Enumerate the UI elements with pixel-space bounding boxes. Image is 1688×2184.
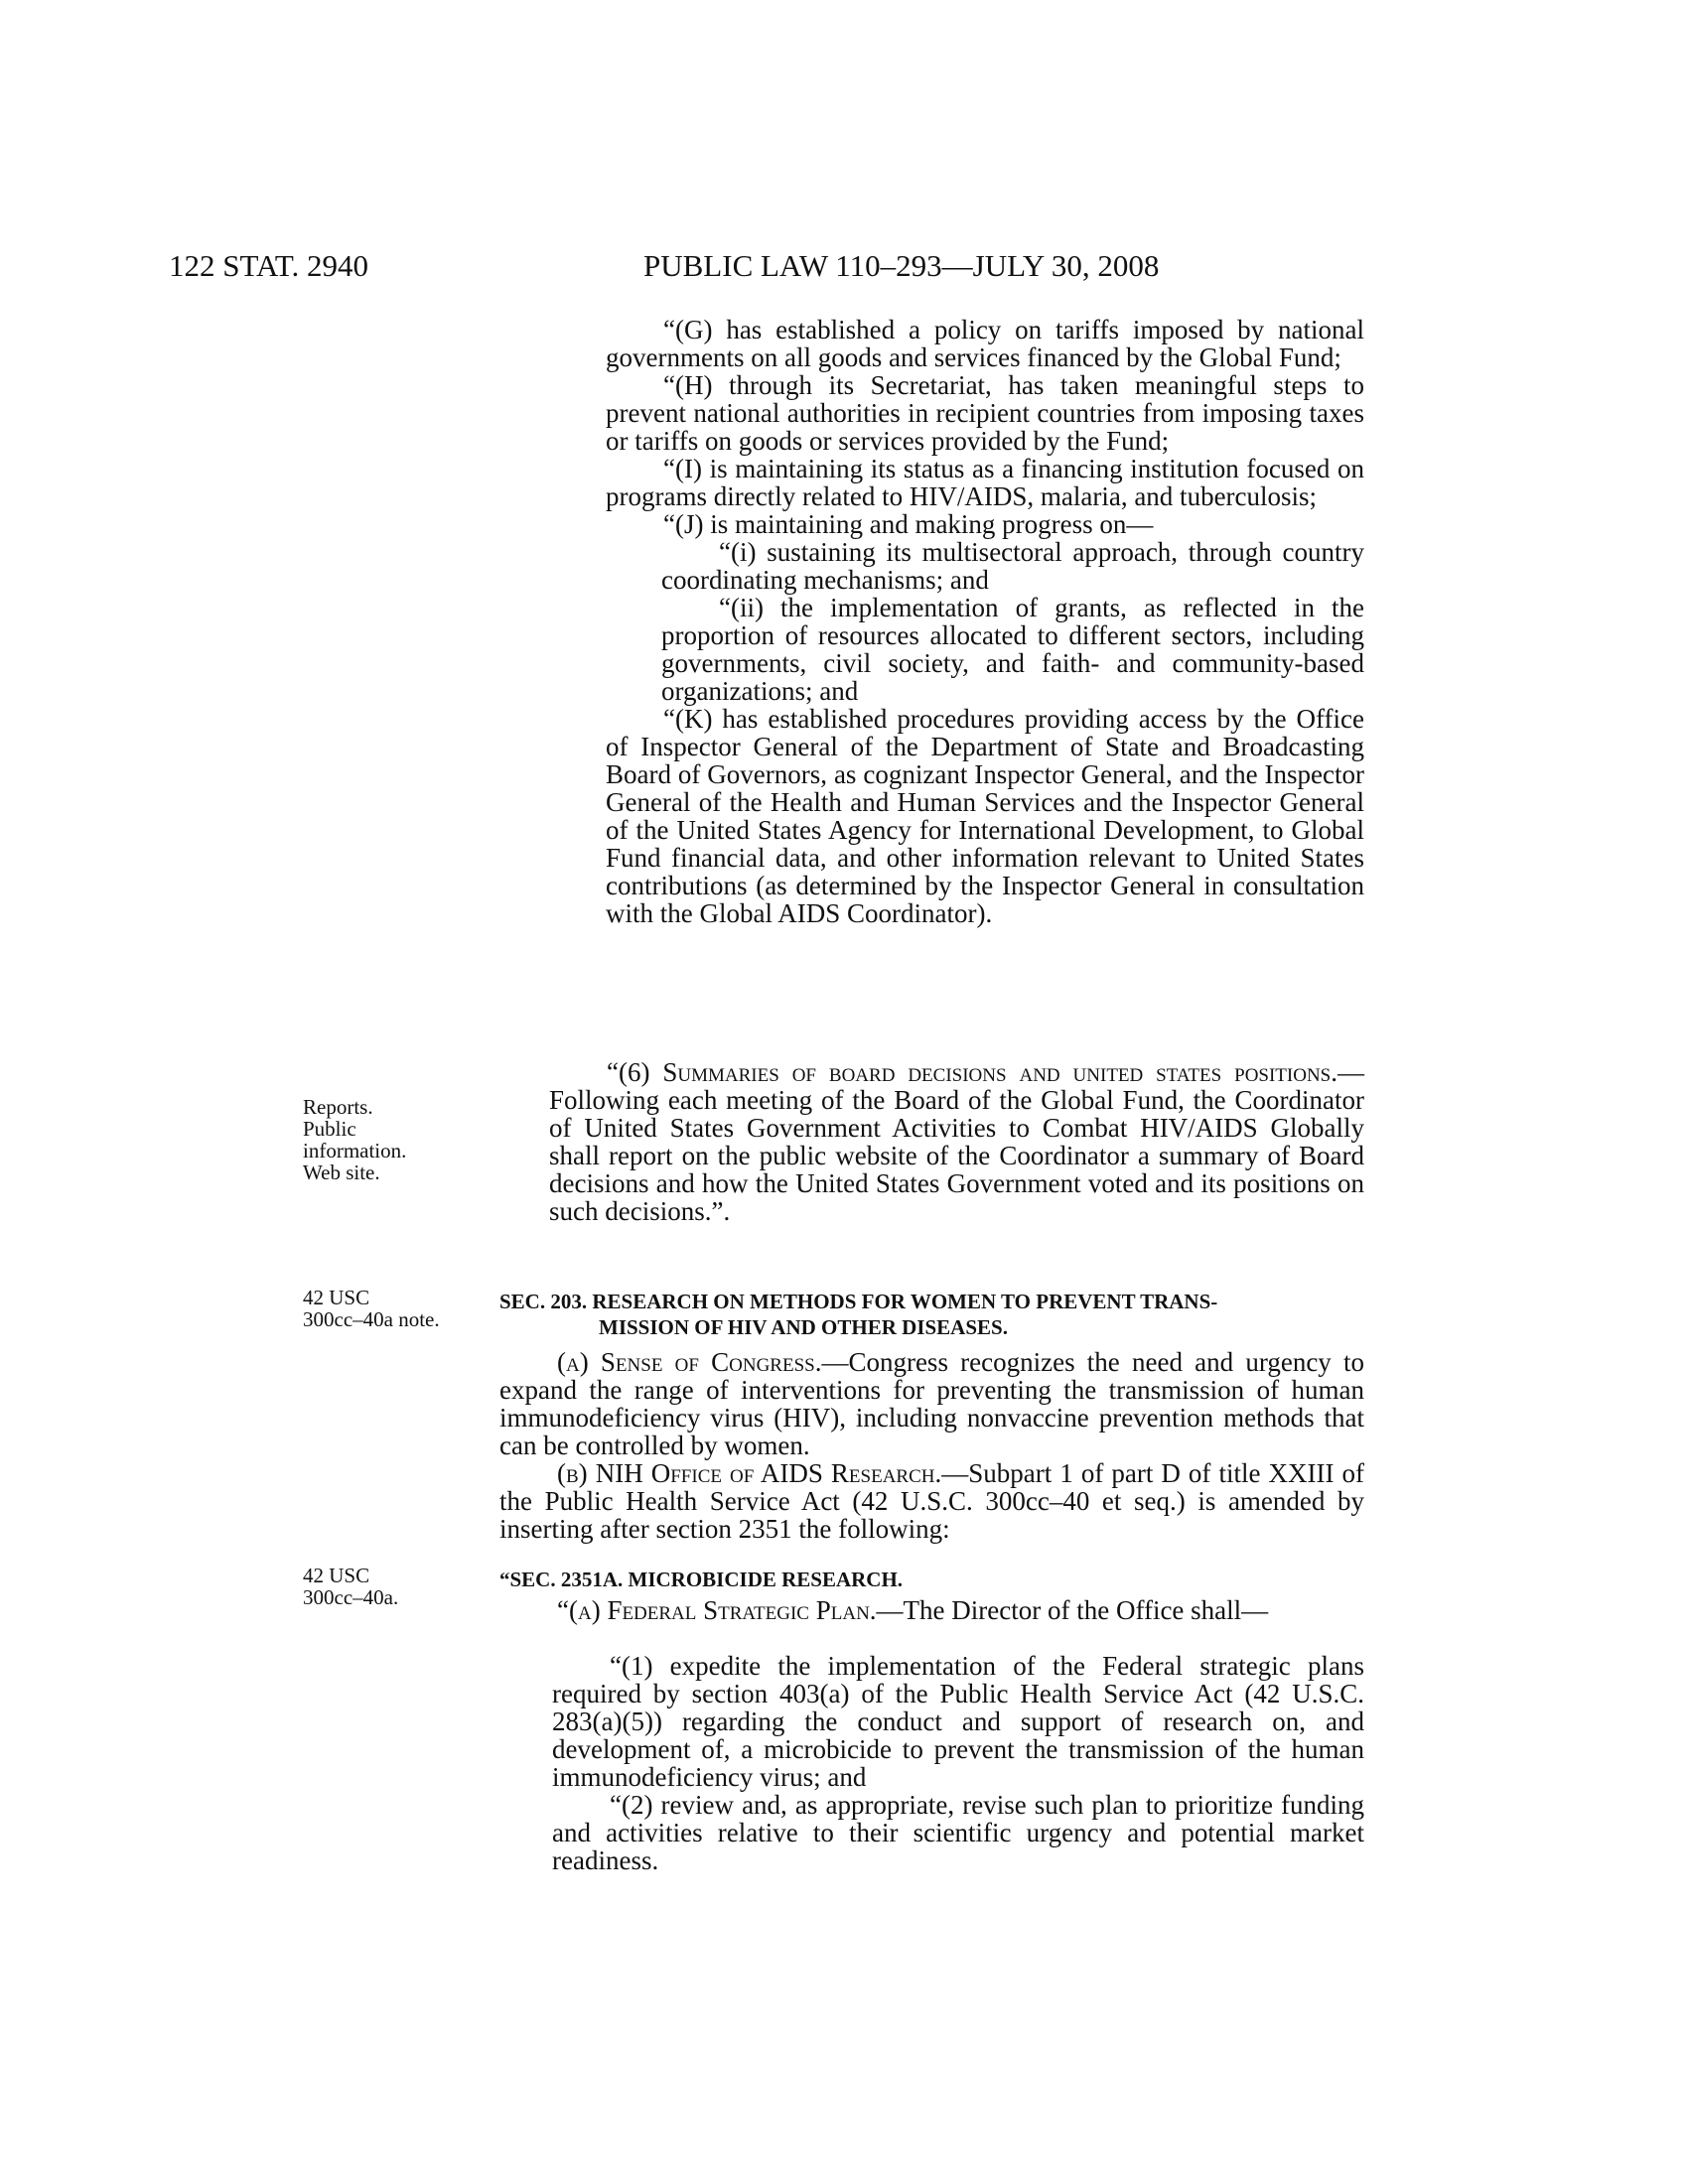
section-2351a-body [499, 1596, 1364, 1624]
paragraph-j-i: “(i) sustaining its multisectoral approach, through country coordinating mechanisms; and [661, 537, 1364, 595]
statute-page-number: 122 STAT. 2940 [169, 248, 369, 283]
margin-note-website-line: Web site. [303, 1160, 380, 1184]
section-203-a-text: —Congress recognizes the need and urgency to expand the range of interventions for preventing the transmission of human immunodeficiency virus (HIV), including nonvaccine prevention methods that can be controlled by women. [499, 1347, 1365, 1460]
margin-note-usc-line1: 42 USC [303, 1564, 370, 1587]
margin-note-public-line: Public [303, 1117, 356, 1141]
section-203-b [499, 1459, 1364, 1543]
section-2351a-item-2: “(2) review and, as appropriate, revise such plan to prioritize funding and activities relative to their scientific urgency and potential market readiness. [552, 1790, 1364, 1875]
section-203-body [499, 1348, 1364, 1543]
section-203-b-heading: (b) NIH Office of AIDS Research. [557, 1458, 942, 1488]
paragraph-h: “(H) through its Secretariat, has taken meaningful steps to prevent national authorities in recipient countries from imposing taxes or tariffs on goods or services provided by the Fund; [606, 370, 1364, 456]
margin-note-usc [303, 1565, 472, 1608]
margin-note-reports-line: Reports. [303, 1095, 373, 1119]
paragraph-6-heading: “(6) Summaries of board decisions and united states positions. [607, 1057, 1337, 1087]
section-2351a-item-1: “(1) expedite the implementation of the Federal strategic plans required by section 403(a) of the Public Health Service Act (42 U.S.C. 283(a)(5)) regarding the conduct and support of research on, and development of, a microbicide to prevent the transmission of the human immunodeficiency virus; and [552, 1651, 1364, 1792]
margin-note-information-line: information. [303, 1139, 407, 1162]
section-203-a-heading: (a) Sense of Congress. [557, 1347, 822, 1377]
section-2351a-a-heading: “(a) Federal Strategic Plan. [557, 1595, 877, 1625]
paragraph-6 [549, 1058, 1364, 1225]
paragraphs-g-k [606, 316, 1364, 927]
paragraph-j-ii: “(ii) the implementation of grants, as reflected in the proportion of resources allocated to different sectors, including governments, civil society, and faith- and community-based organizations; and [661, 593, 1364, 706]
section-2351a-a [499, 1596, 1364, 1624]
section-203-heading-line2: MISSION OF HIV AND OTHER DISEASES. [599, 1315, 1008, 1339]
paragraph-j: “(J) is maintaining and making progress on— [663, 509, 1154, 539]
section-203-heading [499, 1289, 1373, 1340]
margin-note-usc-note-line2: 300cc–40a note. [303, 1307, 440, 1331]
paragraph-6-text: —Following each meeting of the Board of the Global Fund, the Coordinator of United States Government Activities to Combat HIV/AIDS Globally shall report on the public website of the Coordinator a summary of Board decisions and how the United States Government voted and its positions on such decisions.”. [549, 1057, 1364, 1226]
margin-note-usc-note [303, 1287, 472, 1330]
paragraph-k: “(K) has established procedures providing access by the Office of Inspector General of the Department of State and Broadcasting Board of Governors, as cognizant Inspector General, and the Inspector General of the Health and Human Services and the Inspector General of the United States Agency for International Development, to Global Fund financial data, and other information relevant to United States contributions (as determined by the Inspector General in consultation with the Global AIDS Coordinator). [606, 704, 1364, 928]
page-header [0, 246, 1688, 286]
section-2351a-a-text: —The Director of the Office shall— [876, 1595, 1269, 1625]
public-law-title: PUBLIC LAW 110–293—JULY 30, 2008 [643, 248, 1160, 283]
section-203-heading-line1: SEC. 203. RESEARCH ON METHODS FOR WOMEN TO PREVENT TRANS- [499, 1290, 1218, 1313]
section-203-a [499, 1348, 1364, 1459]
paragraph-i: “(I) is maintaining its status as a financing institution focused on programs directly related to HIV/AIDS, malaria, and tuberculosis; [606, 454, 1364, 511]
margin-note-usc-line2: 300cc–40a. [303, 1585, 399, 1609]
paragraph-g: “(G) has established a policy on tariffs imposed by national governments on all goods and services financed by the Global Fund; [606, 315, 1364, 372]
section-2351a-heading-text: “SEC. 2351A. MICROBICIDE RESEARCH. [499, 1568, 904, 1591]
section-203-b-text: —Subpart 1 of part D of title XXIII of the Public Health Service Act (42 U.S.C. 300cc–40 et seq.) is amended by inserting after section 2351 the following: [499, 1458, 1364, 1544]
margin-note-usc-note-line1: 42 USC [303, 1286, 370, 1309]
section-2351a-items [552, 1652, 1364, 1874]
section-2351a-heading [499, 1567, 1373, 1592]
margin-note-reports [303, 1096, 472, 1183]
